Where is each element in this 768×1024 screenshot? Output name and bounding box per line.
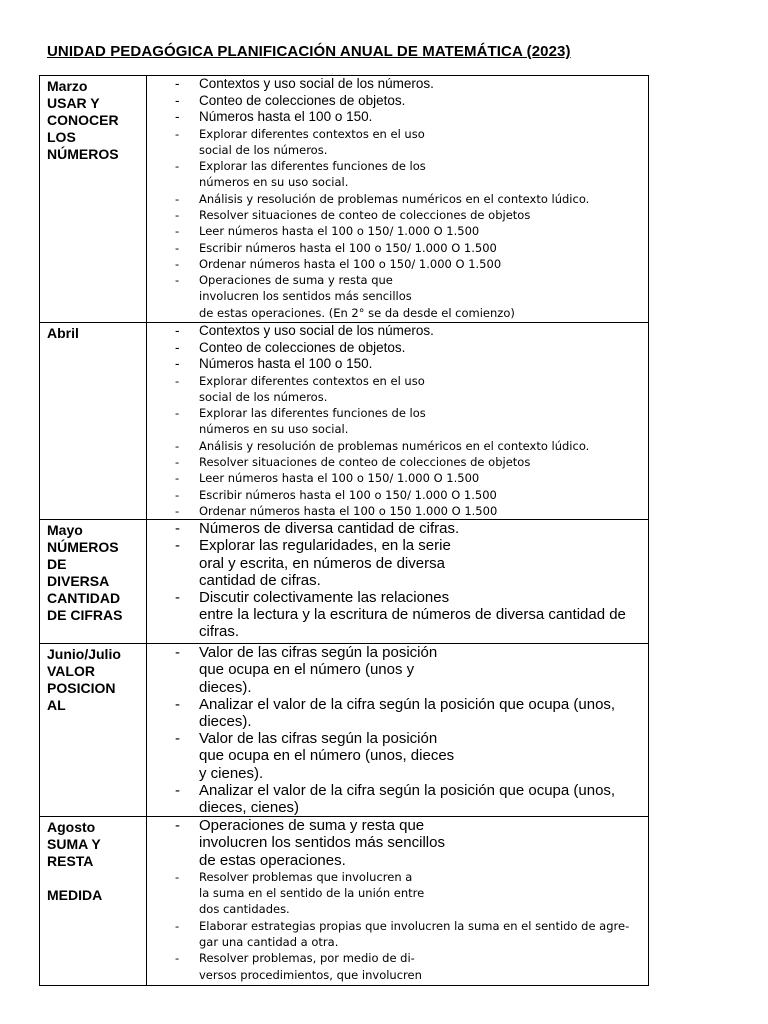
list-item <box>147 454 644 470</box>
item-text-line: oral y escrita, en números de diversa <box>199 554 445 572</box>
content-cell <box>147 520 649 644</box>
list-item <box>147 76 644 93</box>
dash-bullet-icon: - <box>175 454 180 469</box>
month-spacer <box>47 870 146 887</box>
list-item <box>147 644 644 696</box>
dash-bullet-icon: - <box>175 817 180 835</box>
month-name: Agosto <box>47 819 96 836</box>
list-item <box>147 950 644 983</box>
item-text-line: social de los números. <box>199 389 328 404</box>
item-text-line: cifras. <box>199 623 240 641</box>
list-item <box>147 191 644 207</box>
list-item <box>147 696 644 730</box>
list-item <box>147 918 644 951</box>
list-item <box>147 109 644 126</box>
item-text-line: que ocupa en el número (unos, dieces <box>199 747 455 765</box>
dash-bullet-icon: - <box>175 224 180 239</box>
dash-bullet-icon: - <box>175 323 180 338</box>
dash-bullet-icon: - <box>175 644 180 662</box>
item-text-line: Explorar diferentes contextos en el uso <box>199 373 425 388</box>
item-text-line: social de los números. <box>199 142 328 157</box>
month-cell <box>40 76 147 323</box>
item-text-line: Ordenar números hasta el 100 o 150 1.000 O 1.500 <box>199 503 498 518</box>
item-text-line: Explorar las diferentes funciones de los <box>199 159 426 174</box>
content-cell <box>147 817 649 986</box>
item-text-line: dieces). <box>199 678 252 696</box>
month-name: Junio/Julio <box>47 646 121 663</box>
item-text-line: Resolver problemas que involucren a <box>199 869 413 884</box>
dash-bullet-icon: - <box>175 588 180 606</box>
list-item <box>147 470 644 486</box>
item-text-line: Analizar el valor de la cifra según la posición que ocupa (unos, <box>199 695 616 713</box>
dash-bullet-icon: - <box>175 159 180 174</box>
list-item <box>147 520 644 537</box>
month-cell <box>40 644 147 817</box>
month-topic-line: CANTIDAD <box>47 590 121 607</box>
content-cell <box>147 76 649 323</box>
item-text-line: Números de diversa cantidad de cifras. <box>199 520 460 538</box>
list-item <box>147 356 644 373</box>
item-text-line: Escribir números hasta el 100 o 150/ 1.000 O 1.500 <box>199 240 497 255</box>
month-topic-line: NÚMEROS <box>47 146 119 162</box>
list-item <box>147 207 644 223</box>
item-text-line: que ocupa en el número (unos y <box>199 661 415 679</box>
content-cell <box>147 644 649 817</box>
dash-bullet-icon: - <box>175 92 180 108</box>
item-text-line: Explorar las regularidades, en la serie <box>199 537 451 555</box>
dash-bullet-icon: - <box>175 487 180 502</box>
item-text-line: Leer números hasta el 100 o 150/ 1.000 O 1.500 <box>199 224 480 239</box>
dash-bullet-icon: - <box>175 373 180 388</box>
dash-bullet-icon: - <box>175 730 180 748</box>
list-item <box>147 537 644 589</box>
planning-table <box>39 75 649 986</box>
item-text-line: involucren los sentidos más sencillos <box>199 289 412 304</box>
item-text-line: Valor de las cifras según la posición <box>199 730 438 748</box>
item-text-line: Discutir colectivamente las relaciones <box>199 588 450 606</box>
item-text-line: involucren los sentidos más sencillos <box>199 834 445 852</box>
plan-row <box>40 520 649 644</box>
item-text-line: dos cantidades. <box>199 902 290 917</box>
item-text-line: Analizar el valor de la cifra según la posición que ocupa (unos, <box>199 781 616 799</box>
dash-bullet-icon: - <box>175 695 180 713</box>
list-item <box>147 158 644 191</box>
month-name: Abril <box>47 325 79 341</box>
item-text-line: de estas operaciones. <box>199 851 346 869</box>
item-text-line: la suma en el sentido de la unión entre <box>199 886 425 901</box>
dash-bullet-icon: - <box>175 406 180 421</box>
month-topic-line: AL <box>47 697 66 714</box>
item-text-line: y cienes). <box>199 764 264 782</box>
list-item <box>147 589 644 641</box>
month-topic-line: RESTA <box>47 853 94 870</box>
list-item <box>147 373 644 406</box>
item-text-line: Operaciones de suma y resta que <box>199 817 425 835</box>
item-text-line: dieces). <box>199 712 252 730</box>
month-name: Marzo <box>47 78 88 94</box>
list-item <box>147 272 644 321</box>
item-text-line: versos procedimientos, que involucren <box>199 967 422 982</box>
plan-row <box>40 817 649 986</box>
item-text-line: cantidad de cifras. <box>199 571 321 589</box>
item-text-line: Operaciones de suma y resta que <box>199 273 393 288</box>
dash-bullet-icon: - <box>175 918 180 933</box>
plan-row <box>40 76 649 323</box>
dash-bullet-icon: - <box>175 191 180 206</box>
list-item <box>147 256 644 272</box>
list-item <box>147 503 644 519</box>
list-item <box>147 730 644 782</box>
item-text-line: Conteo de colecciones de objetos. <box>199 92 406 108</box>
item-text-line: gar una cantidad a otra. <box>199 935 339 949</box>
item-text-line: de estas operaciones. (En 2° se da desde el comienzo) <box>199 305 515 320</box>
item-text-line: Contextos y uso social de los números. <box>199 76 434 91</box>
list-item <box>147 126 644 159</box>
item-text-line: Números hasta el 100 o 150. <box>199 109 373 124</box>
month-topic-line: POSICION <box>47 680 116 697</box>
dash-bullet-icon: - <box>175 109 180 124</box>
month-cell <box>40 323 147 520</box>
item-text-line: Resolver situaciones de conteo de colecciones de objetos <box>199 207 531 222</box>
month-cell <box>40 817 147 986</box>
month-topic-line: MEDIDA <box>47 887 103 904</box>
list-item <box>147 869 644 918</box>
dash-bullet-icon: - <box>175 520 180 538</box>
month-topic-line: DE CIFRAS <box>47 607 123 624</box>
item-text-line: Conteo de colecciones de objetos. <box>199 339 406 355</box>
month-topic-line: DE <box>47 556 67 573</box>
item-text-line: Explorar las diferentes funciones de los <box>199 406 426 421</box>
month-topic-line: SUMA Y <box>47 836 101 853</box>
list-item <box>147 223 644 239</box>
dash-bullet-icon: - <box>175 438 180 453</box>
dash-bullet-icon: - <box>175 207 180 222</box>
month-topic-line: NÚMEROS <box>47 539 119 556</box>
list-item <box>147 93 644 110</box>
dash-bullet-icon: - <box>175 781 180 799</box>
list-item <box>147 240 644 256</box>
item-text-line: Ordenar números hasta el 100 o 150/ 1.000 O 1.500 <box>199 256 502 271</box>
month-topic-line: LOS <box>47 129 76 145</box>
content-cell <box>147 323 649 520</box>
item-text-line: Números hasta el 100 o 150. <box>199 356 373 371</box>
dash-bullet-icon: - <box>175 869 180 884</box>
item-text-line: Elaborar estrategias propias que involucren la suma en el sentido de agre- <box>199 918 630 933</box>
dash-bullet-icon: - <box>175 76 180 91</box>
list-item <box>147 817 644 869</box>
list-item <box>147 438 644 454</box>
month-topic-line: DIVERSA <box>47 573 110 590</box>
dash-bullet-icon: - <box>175 256 180 271</box>
item-text-line: dieces, cienes) <box>199 799 300 816</box>
dash-bullet-icon: - <box>175 240 180 255</box>
page-title: UNIDAD PEDAGÓGICA PLANIFICACIÓN ANUAL DE MATEMÁTICA (2023) <box>47 43 571 60</box>
item-text-line: Análisis y resolución de problemas numéricos en el contexto lúdico. <box>199 191 590 206</box>
item-text-line: Resolver situaciones de conteo de colecciones de objetos <box>199 454 531 469</box>
item-text-line: Escribir números hasta el 100 o 150/ 1.000 O 1.500 <box>199 487 497 502</box>
dash-bullet-icon: - <box>175 471 180 486</box>
dash-bullet-icon: - <box>175 339 180 355</box>
item-text-line: Leer números hasta el 100 o 150/ 1.000 O 1.500 <box>199 471 480 486</box>
dash-bullet-icon: - <box>175 126 180 141</box>
list-item <box>147 323 644 340</box>
month-name: Mayo <box>47 522 83 539</box>
item-text-line: Valor de las cifras según la posición <box>199 644 438 662</box>
item-text-line: números en su uso social. <box>199 422 349 437</box>
month-topic-line: CONOCER <box>47 112 119 128</box>
month-cell <box>40 520 147 644</box>
dash-bullet-icon: - <box>175 273 180 288</box>
month-topic-line: USAR Y <box>47 95 100 111</box>
list-item <box>147 782 644 816</box>
dash-bullet-icon: - <box>175 537 180 555</box>
list-item <box>147 487 644 503</box>
item-text-line: entre la lectura y la escritura de números de diversa cantidad de <box>199 606 626 624</box>
plan-row <box>40 323 649 520</box>
item-text-line: Contextos y uso social de los números. <box>199 323 434 338</box>
month-topic-line: VALOR <box>47 663 95 680</box>
item-text-line: Análisis y resolución de problemas numéricos en el contexto lúdico. <box>199 438 590 453</box>
item-text-line: Resolver problemas, por medio de di- <box>199 951 415 966</box>
list-item <box>147 340 644 357</box>
dash-bullet-icon: - <box>175 951 180 966</box>
item-text-line: Explorar diferentes contextos en el uso <box>199 126 425 141</box>
list-item <box>147 405 644 438</box>
dash-bullet-icon: - <box>175 503 180 518</box>
plan-row <box>40 644 649 817</box>
item-text-line: números en su uso social. <box>199 175 349 190</box>
dash-bullet-icon: - <box>175 356 180 371</box>
